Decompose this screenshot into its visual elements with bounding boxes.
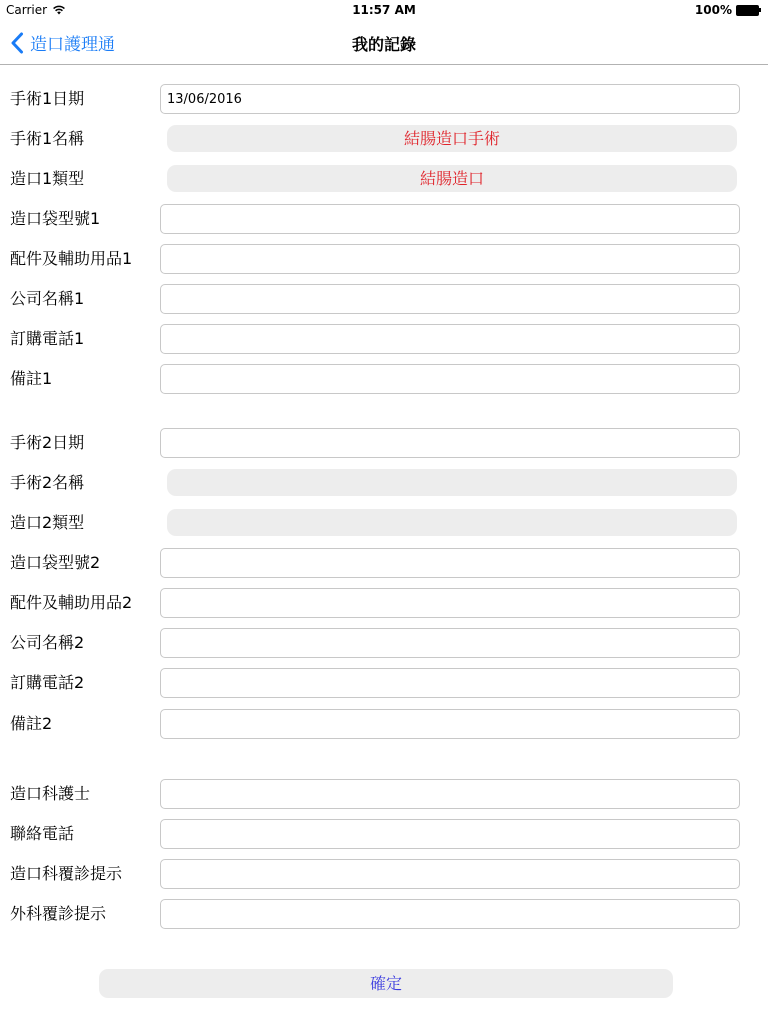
accessories-2-row: [0, 588, 768, 618]
surgery-date-1-label: 手術1日期: [10, 89, 85, 108]
bag-model-1-input[interactable]: [160, 204, 740, 234]
battery-percent: 100%: [694, 3, 732, 17]
bag-model-2-label: 造口袋型號2: [10, 553, 101, 572]
order-phone-1-label: 訂購電話1: [10, 329, 85, 348]
navigation-bar: [0, 20, 768, 65]
surgery-date-2-row: [0, 428, 768, 458]
contact-phone-row: [0, 819, 768, 849]
order-phone-1-input[interactable]: [160, 324, 740, 354]
bag-model-2-row: [0, 548, 768, 578]
stoma-type-2-row: [0, 508, 768, 538]
surgery-name-2-label: 手術2名稱: [10, 473, 85, 492]
surgery-date-2-input[interactable]: [160, 428, 740, 458]
stoma-nurse-row: [0, 779, 768, 809]
stoma-followup-row: [0, 859, 768, 889]
accessories-2-input[interactable]: [160, 588, 740, 618]
company-1-label: 公司名稱1: [10, 289, 85, 308]
back-label: 造口護理通: [30, 35, 115, 55]
confirm-button[interactable]: 確定: [99, 969, 673, 998]
page-title: 我的記錄: [351, 35, 416, 54]
stoma-type-2-label: 造口2類型: [10, 513, 85, 532]
contact-phone-input[interactable]: [160, 819, 740, 849]
order-phone-2-input[interactable]: [160, 668, 740, 698]
surgery-name-1-label: 手術1名稱: [10, 129, 85, 148]
stoma-nurse-input[interactable]: [160, 779, 740, 809]
stoma-followup-input[interactable]: [160, 859, 740, 889]
order-phone-1-row: [0, 324, 768, 354]
status-bar: [0, 0, 768, 20]
company-2-row: [0, 628, 768, 658]
contact-phone-label: 聯絡電話: [10, 824, 75, 843]
stoma-type-1-row: [0, 164, 768, 194]
stoma-type-1-select[interactable]: 結腸造口: [167, 165, 737, 192]
surgery-date-1-input[interactable]: [160, 84, 740, 114]
surgery-date-1-row: [0, 84, 768, 114]
surgery-name-1-row: [0, 124, 768, 154]
company-1-input[interactable]: [160, 284, 740, 314]
company-1-row: [0, 284, 768, 314]
surgery-followup-input[interactable]: [160, 899, 740, 929]
surgery-date-2-label: 手術2日期: [10, 433, 85, 452]
order-phone-2-label: 訂購電話2: [10, 673, 85, 692]
carrier-label: Carrier: [6, 3, 48, 17]
order-phone-2-row: [0, 668, 768, 698]
bag-model-2-input[interactable]: [160, 548, 740, 578]
remarks-1-input[interactable]: [160, 364, 740, 394]
remarks-2-row: [0, 709, 768, 739]
surgery-name-2-row: [0, 468, 768, 498]
accessories-1-row: [0, 244, 768, 274]
stoma-nurse-label: 造口科護士: [10, 784, 91, 803]
stoma-followup-label: 造口科覆診提示: [10, 864, 123, 883]
accessories-1-input[interactable]: [160, 244, 740, 274]
company-2-input[interactable]: [160, 628, 740, 658]
surgery-name-1-select[interactable]: 結腸造口手術: [167, 125, 737, 152]
bag-model-1-row: [0, 204, 768, 234]
accessories-2-label: 配件及輔助用品2: [10, 593, 133, 612]
status-time: 11:57 AM: [352, 3, 416, 17]
accessories-1-label: 配件及輔助用品1: [10, 249, 133, 268]
battery-indicator: [695, 3, 762, 17]
battery-icon: [736, 5, 762, 16]
surgery-name-2-select[interactable]: [167, 469, 737, 496]
remarks-1-label: 備註1: [10, 369, 53, 388]
remarks-1-row: [0, 364, 768, 394]
bag-model-1-label: 造口袋型號1: [10, 209, 101, 228]
surgery-followup-row: [0, 899, 768, 929]
surgery-followup-label: 外科覆診提示: [10, 904, 107, 923]
stoma-type-1-label: 造口1類型: [10, 169, 85, 188]
remarks-2-input[interactable]: [160, 709, 740, 739]
stoma-type-2-select[interactable]: [167, 509, 737, 536]
remarks-2-label: 備註2: [10, 714, 53, 733]
company-2-label: 公司名稱2: [10, 633, 85, 652]
